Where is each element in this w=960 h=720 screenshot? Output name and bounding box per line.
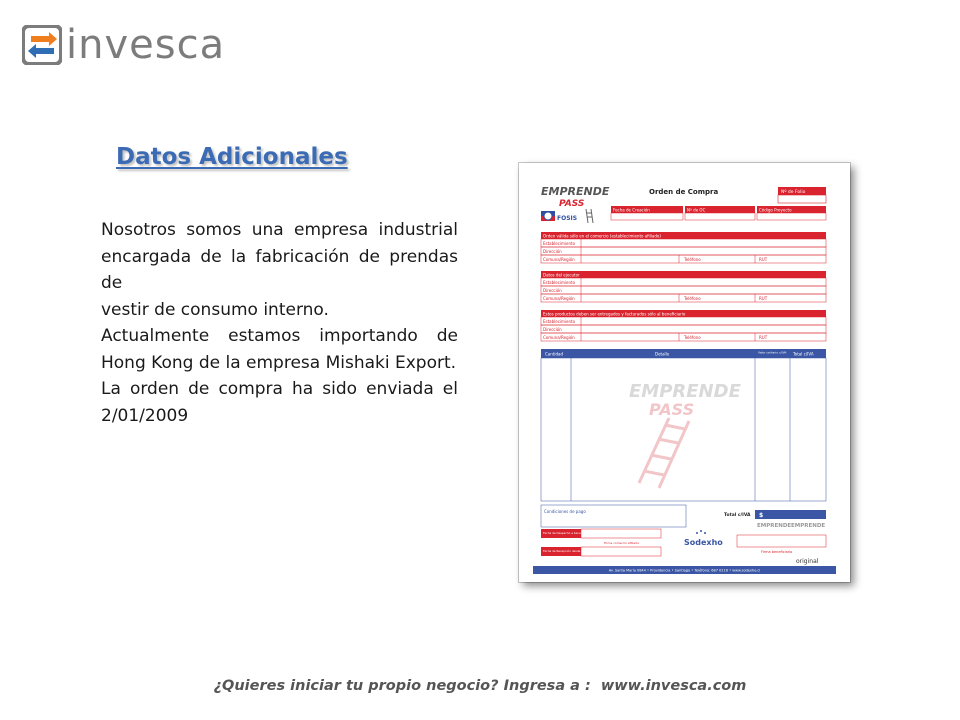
doc-s2-comuna: Comuna/Región: [543, 296, 575, 301]
invesca-logo-text: invesca: [66, 22, 226, 68]
doc-total-label: Total c/IVA: [724, 513, 751, 518]
doc-signature-beneficiary: Firma beneficiario: [761, 550, 793, 554]
doc-s1-rut: RUT: [759, 257, 768, 262]
doc-currency-symbol: $: [759, 512, 764, 519]
doc-receipt-label: Fecha de Recepción desde ejecutor: [543, 549, 593, 553]
doc-s3-telefono: Teléfono: [684, 335, 701, 340]
paragraph-order-date: La orden de compra ha sido enviada el 2/01/2009: [101, 379, 458, 426]
doc-title: Orden de Compra: [649, 188, 719, 196]
doc-conditions-label: Condiciones de pago: [544, 509, 586, 514]
chile-flag-icon: [541, 211, 555, 221]
doc-field-creation-date: Fecha de Creación: [613, 207, 650, 213]
invesca-logo-icon: [22, 25, 62, 65]
sodexho-logo-icon: [696, 530, 706, 534]
doc-fosis-label: FOSIS: [557, 215, 578, 222]
doc-col-detalle: Detalle: [655, 351, 670, 357]
doc-watermark-top: EMPRENDE: [629, 381, 741, 402]
doc-deposit-label: Fecha de Despacho a beneficiario: [543, 531, 591, 535]
doc-folio-label: Nº de Folio: [781, 190, 806, 195]
doc-s3-rut: RUT: [759, 335, 768, 340]
doc-address: Av. Santa María 0844 • Providencia • Santiago • Teléfono: 687 0216 • www.sodexho.cl: [608, 568, 761, 573]
doc-s2-telefono: Teléfono: [684, 296, 701, 301]
doc-s3-establecimiento: Establecimiento: [543, 319, 576, 324]
doc-col-cantidad: Cantidad: [545, 351, 563, 357]
doc-s1-direccion: Dirección: [543, 249, 562, 254]
doc-s1-comuna: Comuna/Región: [543, 257, 575, 262]
doc-watermark-bottom: PASS: [649, 400, 695, 419]
doc-s2-rut: RUT: [759, 296, 768, 301]
paragraph-consumption: vestir de consumo interno.: [101, 299, 329, 320]
invesca-logo: [22, 20, 225, 70]
doc-program-top: EMPRENDE: [541, 185, 610, 198]
doc-field-project-code: Código Proyecto: [759, 207, 792, 213]
doc-program-bottom: PASS: [559, 199, 585, 209]
doc-col-total: Total c/IVA: [793, 351, 814, 357]
page-title: Datos Adicionales: [116, 144, 348, 170]
paragraph-import: Actualmente estamos importando de Hong Kong de la empresa Mishaki Export.: [101, 326, 458, 373]
doc-col-valor: Valor unitario c/IVA: [758, 350, 787, 355]
ladder-icon: [586, 209, 593, 223]
doc-section-commerce: Orden válida sólo en el comercio (establecimiento afiliado): [543, 233, 661, 239]
watermark-ladder-icon: [639, 418, 689, 488]
doc-s3-comuna: Comuna/Región: [543, 335, 575, 340]
purchase-order-image: [519, 163, 850, 582]
paragraph-company: Nosotros somos una empresa industrial encargada de la fabricación de prendas de: [101, 220, 458, 293]
doc-s3-direccion: Dirección: [543, 327, 562, 332]
doc-footer-logo-top-2: EMPRENDE: [791, 523, 826, 529]
doc-footer-logo-top-1: EMPRENDE: [757, 523, 792, 529]
doc-section-executor: Datos del ejecutor: [543, 272, 580, 278]
doc-signature-commerce: Firma comercio afiliado: [604, 541, 639, 545]
doc-s2-establecimiento: Establecimiento: [543, 280, 576, 285]
doc-original-label: original: [796, 558, 819, 565]
description-text: [101, 217, 458, 429]
doc-s1-establecimiento: Establecimiento: [543, 241, 576, 246]
doc-sodexho: Sodexho: [684, 538, 723, 547]
footer-url-link[interactable]: www.invesca.com: [600, 678, 747, 694]
doc-field-oc-number: Nº de OC: [687, 207, 706, 213]
doc-s2-direccion: Dirección: [543, 288, 562, 293]
doc-section-beneficiary: Estos productos deben ser entregados y facturados sólo al beneficiario: [543, 311, 686, 317]
footer-question: ¿Quieres iniciar tu propio negocio? Ingresa a :: [213, 678, 591, 694]
doc-s1-telefono: Teléfono: [684, 257, 701, 262]
footer-banner: [0, 678, 960, 694]
